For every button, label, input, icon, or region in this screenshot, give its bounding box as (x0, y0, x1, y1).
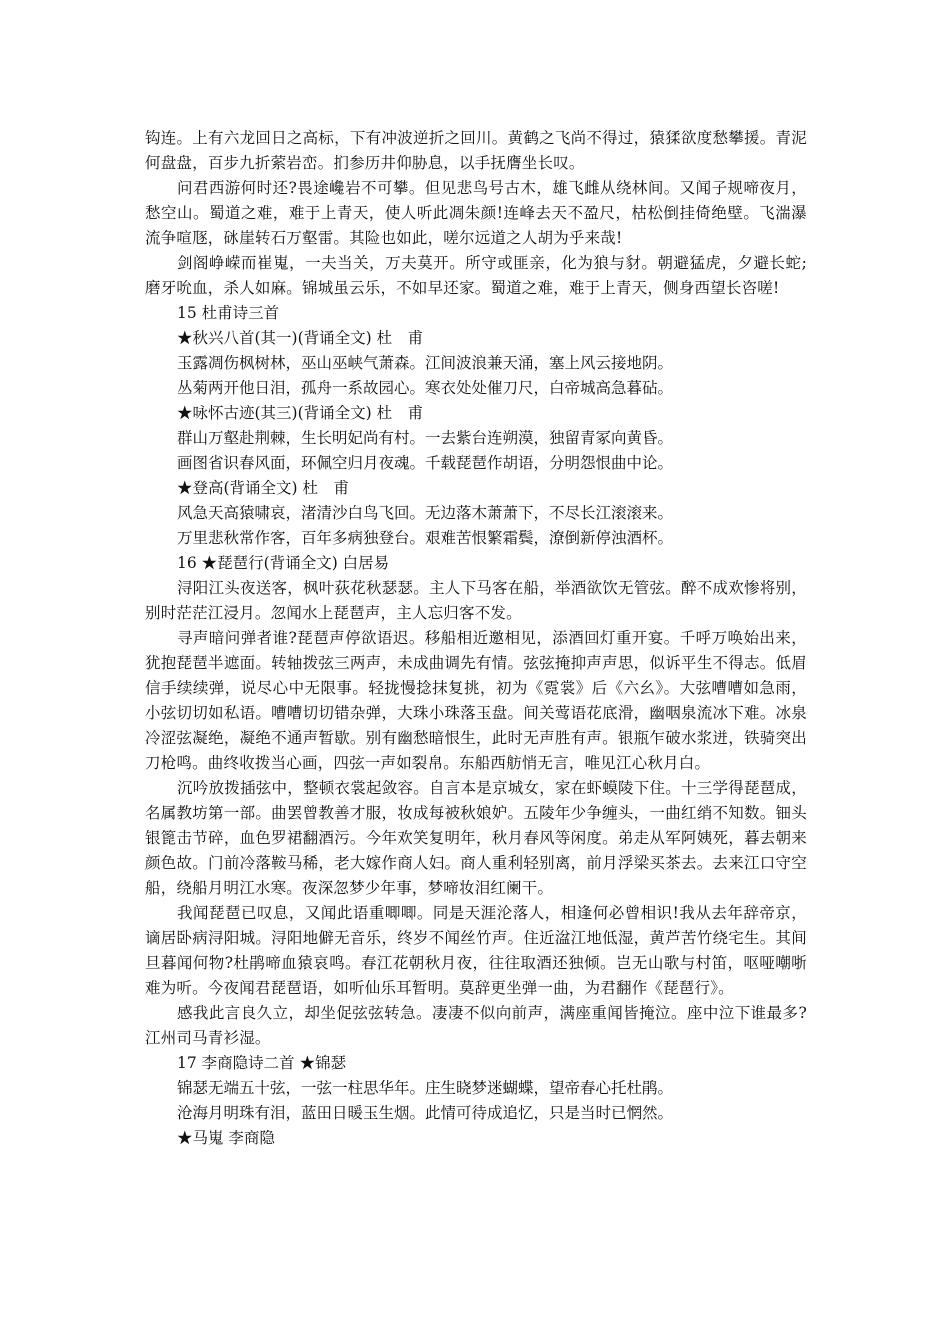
poem-line: 锦瑟无端五十弦，一弦一柱思华年。庄生晓梦迷蝴蝶，望帝春心托杜鹃。 (177, 1079, 674, 1097)
poem-paragraph: 剑阁峥嵘而崔嵬，一夫当关，万夫莫开。所守或匪亲，化为狼与豺。朝避猛虎，夕避长蛇;磨牙吮血，杀人如麻。锦城虽云乐，不如早还家。蜀道之难，难于上青天，侧身西望长咨嗟! (145, 254, 807, 297)
poem-line: 玉露凋伤枫树林，巫山巫峡气萧森。江间波浪兼天涌，塞上风云接地阴。 (177, 354, 674, 372)
poem-paragraph: 寻声暗问弹者谁?琵琶声停欲语迟。移船相近邀相见，添酒回灯重开宴。千呼万唤始出来，犹抱琵琶半遮面。转轴拨弦三两声，未成曲调先有情。弦弦掩抑声声思，似诉平生不得志。低眉信手续续弹，说尽心中无限事。轻拢慢捻抹复挑，初为《霓裳》后《六幺》。大弦嘈嘈如急雨，小弦切切如私语。嘈嘈切切错杂弹，大珠小珠落玉盘。间关莺语花底滑，幽咽泉流冰下难。冰泉冷涩弦凝绝，凝绝不通声暂歇。别有幽愁暗恨生，此时无声胜有声。银瓶乍破水浆迸，铁骑突出刀枪鸣。曲终收拨当心画，四弦一声如裂帛。东船西舫悄无言，唯见江心秋月白。 (145, 629, 807, 772)
poem-line: 群山万壑赴荆棘，生长明妃尚有村。一去紫台连朔漠，独留青冢向黄昏。 (177, 429, 674, 447)
poem-line: 丛菊两开他日泪，孤舟一系故园心。寒衣处处催刀尺，白帝城高急暮砧。 (177, 379, 674, 397)
poem-paragraph: 感我此言良久立，却坐促弦弦转急。凄凄不似向前声，满座重闻皆掩泣。座中泣下谁最多?江州司马青衫湿。 (145, 1004, 807, 1047)
section-heading: 15 杜甫诗三首 (177, 304, 280, 322)
poem-paragraph: 浔阳江头夜送客，枫叶荻花秋瑟瑟。主人下马客在船，举酒欲饮无管弦。醉不成欢惨将别，别时茫茫江浸月。忽闻水上琵琶声，主人忘归客不发。 (145, 579, 807, 622)
poem-line: 万里悲秋常作客，百年多病独登台。艰难苦恨繁霜鬓，潦倒新停浊酒杯。 (177, 529, 674, 547)
poem-line: 风急天高猿啸哀，渚清沙白鸟飞回。无边落木萧萧下，不尽长江滚滚来。 (177, 504, 674, 522)
poem-paragraph: 问君西游何时还?畏途巉岩不可攀。但见悲鸟号古木，雄飞雌从绕林间。又闻子规啼夜月，愁空山。蜀道之难，难于上青天，使人听此凋朱颜!连峰去天不盈尺，枯松倒挂倚绝壁。飞湍瀑流争喧豗，砯崖转石万壑雷。其险也如此，嗟尔远道之人胡为乎来哉! (145, 179, 807, 247)
poem-paragraph: 我闻琵琶已叹息，又闻此语重唧唧。同是天涯沦落人，相逢何必曾相识!我从去年辞帝京，谪居卧病浔阳城。浔阳地僻无音乐，终岁不闻丝竹声。住近湓江地低湿，黄芦苦竹绕宅生。其间旦暮闻何物?杜鹃啼血猿哀鸣。春江花朝秋月夜，往往取酒还独倾。岂无山歌与村笛，呕哑嘲哳难为听。今夜闻君琵琶语，如听仙乐耳暂明。莫辞更坐弹一曲，为君翻作《琵琶行》。 (145, 904, 807, 997)
poem-paragraph: 钩连。上有六龙回日之高标，下有冲波逆折之回川。黄鹤之飞尚不得过，猿猱欲度愁攀援。青泥何盘盘，百步九折萦岩峦。扪参历井仰胁息，以手抚膺坐长叹。 (145, 129, 807, 172)
section-heading: 16 ★琵琶行(背诵全文) 白居易 (177, 554, 390, 572)
poem-paragraph: 沉吟放拨插弦中，整顿衣裳起敛容。自言本是京城女，家在虾蟆陵下住。十三学得琵琶成，名属教坊第一部。曲罢曾教善才服，妆成每被秋娘妒。五陵年少争缠头，一曲红绡不知数。钿头银篦击节碎，血色罗裙翻酒污。今年欢笑复明年，秋月春风等闲度。弟走从军阿姨死，暮去朝来颜色故。门前冷落鞍马稀，老大嫁作商人妇。商人重利轻别离，前月浮梁买茶去。去来江口守空船，绕船月明江水寒。夜深忽梦少年事，梦啼妆泪红阑干。 (145, 779, 807, 897)
poem-title: ★登高(背诵全文) 杜 甫 (177, 479, 350, 497)
poem-title: ★咏怀古迹(其三)(背诵全文) 杜 甫 (177, 404, 424, 422)
poem-line: 沧海月明珠有泪，蓝田日暖玉生烟。此情可待成追忆，只是当时已惘然。 (177, 1104, 674, 1122)
section-heading: 17 李商隐诗二首 ★锦瑟 (177, 1054, 347, 1072)
poem-title: ★秋兴八首(其一)(背诵全文) 杜 甫 (177, 329, 424, 347)
poem-title: ★马嵬 李商隐 (177, 1129, 275, 1147)
document-page (145, 126, 807, 1151)
poem-line: 画图省识春风面，环佩空归月夜魂。千载琵琶作胡语，分明怨恨曲中论。 (177, 454, 674, 472)
